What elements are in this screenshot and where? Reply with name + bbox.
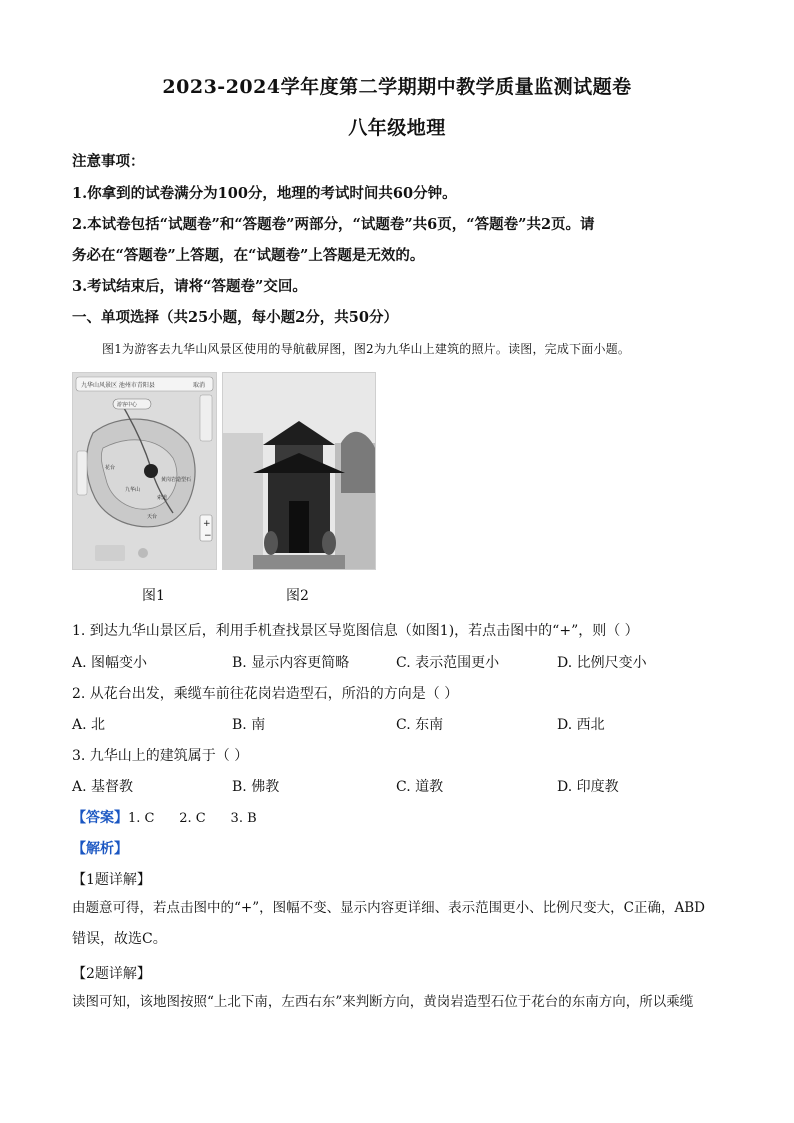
q2-analysis-heading: 【2题详解】 bbox=[72, 966, 151, 982]
question-3-option-a[interactable]: A. 基督教 bbox=[72, 779, 134, 795]
map-label-huatai: 花台 bbox=[105, 465, 116, 471]
question-2-stem: 2. 从花台出发，乘缆车前往花岗岩造型石，所沿的方向是（ ） bbox=[72, 686, 459, 702]
question-2-option-a[interactable]: A. 北 bbox=[72, 717, 106, 733]
map-cancel-button: 取消 bbox=[193, 382, 206, 389]
figure-1-map bbox=[72, 372, 217, 570]
question-2-option-c[interactable]: C. 东南 bbox=[396, 717, 444, 733]
question-1-option-c[interactable]: C. 表示范围更小 bbox=[396, 655, 500, 671]
question-2-option-b[interactable]: B. 南 bbox=[232, 717, 266, 733]
question-1-option-b[interactable]: B. 显示内容更简略 bbox=[232, 655, 350, 671]
question-1-option-a[interactable]: A. 图幅变小 bbox=[72, 655, 148, 671]
question-3-option-b[interactable]: B. 佛教 bbox=[232, 779, 280, 795]
map-label-cableway: 索道 bbox=[157, 495, 168, 501]
notes-item-2-cont: 务必在“答题卷”上答题，在“试题卷”上答题是无效的。 bbox=[72, 247, 425, 264]
map-label-jiuhuashan: 九华山 bbox=[125, 487, 141, 493]
q2-analysis-text bbox=[72, 987, 722, 1018]
answer-line bbox=[72, 807, 257, 827]
section-heading: 一、单项选择（共25小题，每小题2分，共50分） bbox=[72, 309, 398, 326]
q2-analysis-line-1: 读图可知，该地图按照“上北下南，左西右东”来判断方向，黄岗岩造型石位于花台的东南方向，所以乘缆 bbox=[72, 994, 694, 1010]
q1-analysis-heading: 【1题详解】 bbox=[72, 872, 151, 888]
question-3-option-c[interactable]: C. 道教 bbox=[396, 779, 444, 795]
notes-item-2: 2.本试卷包括“试题卷”和“答题卷”两部分，“试题卷”共6页，“答题卷”共2页。请 bbox=[72, 216, 595, 233]
exam-subtitle: 八年级地理 bbox=[348, 117, 446, 139]
notes-item-1: 1.你拿到的试卷满分为100分，地理的考试时间共60分钟。 bbox=[72, 185, 457, 202]
figure-2-photo bbox=[222, 372, 376, 570]
question-1-option-d[interactable]: D. 比例尺变小 bbox=[557, 655, 647, 671]
question-1-stem: 1. 到达九华山景区后，利用手机查找景区导览图信息（如图1)，若点击图中的“+”，则（ ） bbox=[72, 623, 639, 639]
q1-analysis-line-1: 由题意可得，若点击图中的“+”，图幅不变、显示内容更详细、表示范围更小、比例尺变大，C正确，ABD bbox=[72, 900, 705, 916]
zoom-out-icon[interactable]: − bbox=[204, 531, 212, 541]
notes-heading: 注意事项： bbox=[72, 153, 145, 170]
question-3-option-d[interactable]: D. 印度教 bbox=[557, 779, 619, 795]
question-3-stem: 3. 九华山上的建筑属于（ ） bbox=[72, 748, 249, 764]
q1-analysis-line-2: 错误，故选C。 bbox=[72, 931, 167, 947]
section-intro: 图1为游客去九华山风景区使用的导航截屏图，图2为九华山上建筑的照片。读图，完成下面小题。 bbox=[102, 342, 631, 356]
exam-title: 2023-2024学年度第二学期期中教学质量监测试题卷 bbox=[162, 76, 632, 98]
figure-2-caption: 图2 bbox=[286, 588, 309, 604]
map-label-visitor-center: 游客中心 bbox=[117, 402, 138, 408]
map-label-rock: 黄岗岩造型石 bbox=[161, 477, 192, 483]
answer-tag: 【答案】 bbox=[72, 810, 128, 826]
map-label-tiantai: 天台 bbox=[147, 514, 158, 520]
figure-1-caption: 图1 bbox=[142, 588, 165, 604]
map-search-text: 九华山风景区 池州市青阳县 bbox=[81, 382, 155, 389]
notes-item-3: 3.考试结束后，请将“答题卷”交回。 bbox=[72, 278, 307, 295]
question-2-option-d[interactable]: D. 西北 bbox=[557, 717, 605, 733]
analysis-heading: 【解析】 bbox=[72, 841, 128, 857]
answer-text: 1. C 2. C 3. B bbox=[128, 811, 257, 826]
zoom-in-icon[interactable]: + bbox=[203, 519, 211, 529]
q1-analysis-text bbox=[72, 893, 722, 955]
